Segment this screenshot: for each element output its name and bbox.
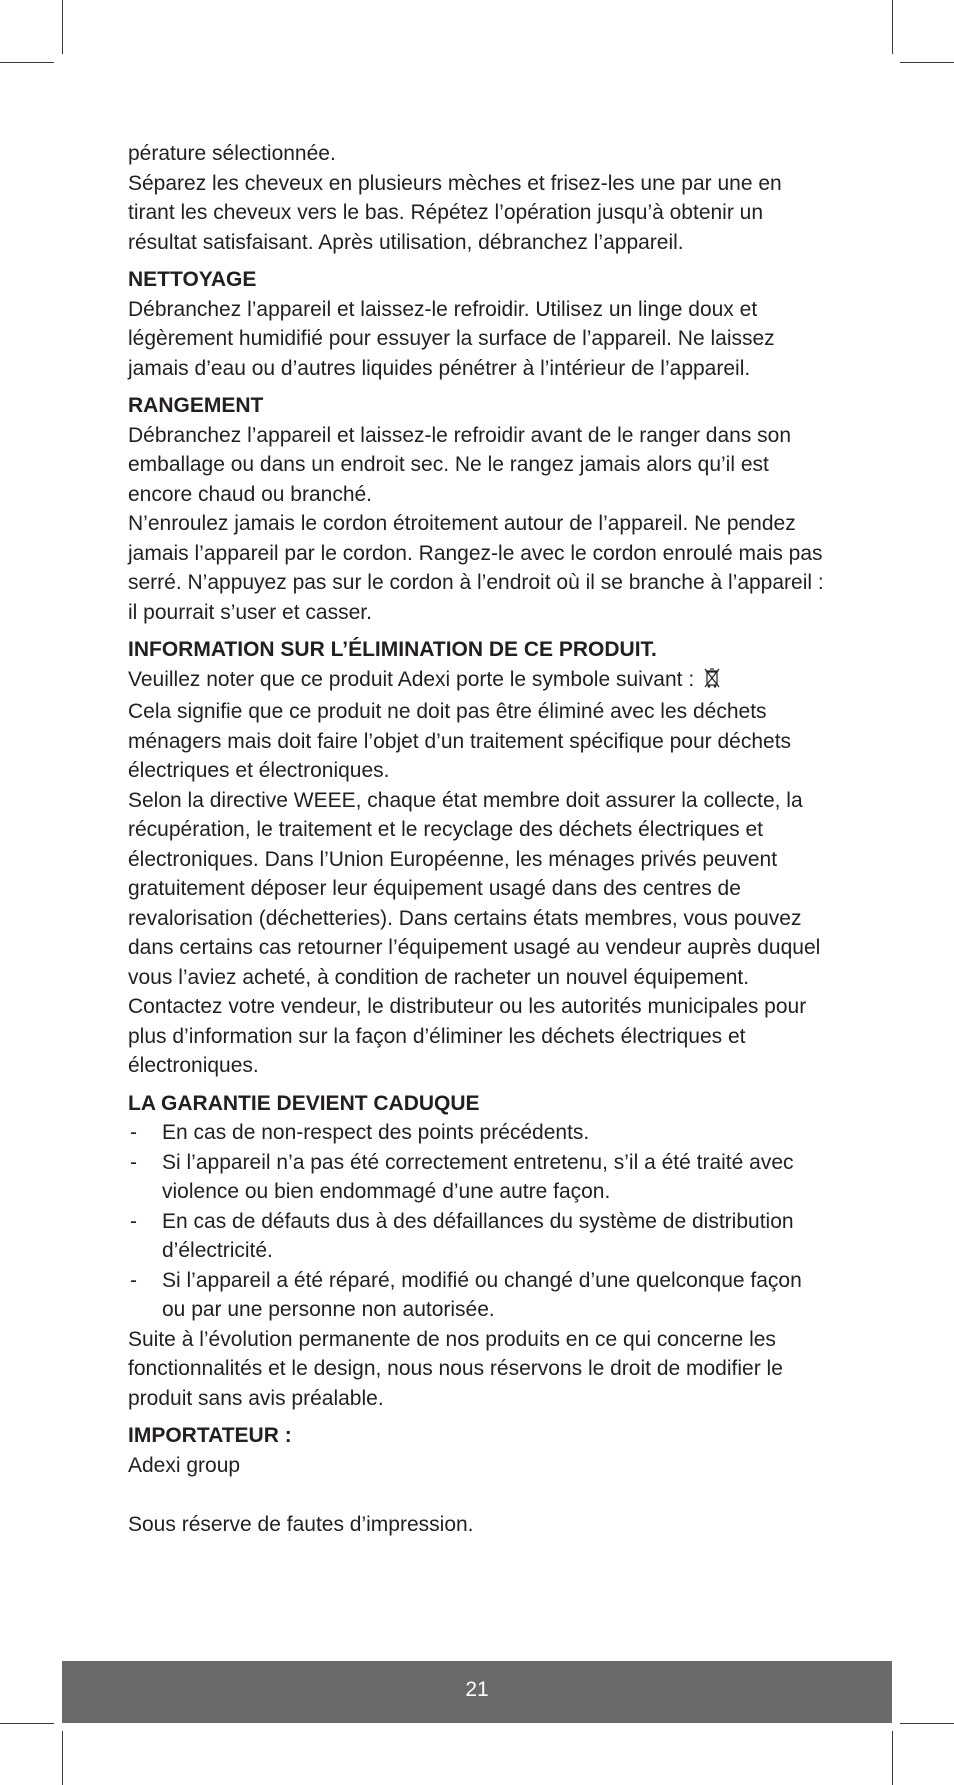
list-item: - En cas de défauts dus à des défaillances du système de distribution d’électricité.: [128, 1207, 828, 1266]
disposal-heading: INFORMATION SUR L’ÉLIMINATION DE CE PRODUIT.: [128, 638, 657, 661]
crop-mark: [0, 62, 54, 63]
crop-mark: [62, 0, 63, 54]
list-item: - Si l’appareil n’a pas été correctement entretenu, s’il a été traité avec violence ou bien endommagé d’une autre façon.: [128, 1148, 828, 1207]
footer-bar: [62, 1661, 892, 1723]
disposal-symbol-line: [128, 665, 828, 698]
storage-paragraph: N’enroulez jamais le cordon étroitement autour de l’appareil. Ne pendez jamais l’appareil par le cordon. Rangez-le avec le cordon enroulé mais pas serré. N’appuyez pas sur le cordon à l’endroit où il se branche à l’appareil : il pourrait s’user et casser.: [128, 512, 824, 624]
intro-paragraph: Séparez les cheveux en plusieurs mèches et frisez-les une par une en tirant les cheveux vers le bas. Répétez l’opération jusqu’à obtenir un résultat satisfaisant. Après utilisation, débranchez l’appareil.: [128, 171, 782, 254]
list-item: - En cas de non-respect des points précédents.: [128, 1118, 828, 1148]
crop-mark: [900, 62, 954, 63]
crop-mark: [62, 1731, 63, 1785]
disposal-symbol-text: Veuillez noter que ce produit Adexi porte le symbole suivant :: [128, 667, 695, 691]
crop-mark: [0, 1723, 54, 1724]
page-number: 21: [465, 1678, 489, 1701]
disposal-paragraph: Selon la directive WEEE, chaque état membre doit assurer la collecte, la récupération, le traitement et le recyclage des déchets électriques et électroniques. Dans l’Union Européenne, les ménages privés peuvent gratuitement déposer leur équipement usagé dans des centres de revalorisation (déchetteries). Dans certains états membres, vous pouvez dans certains cas retourner l’équipement usagé au vendeur auprès duquel vous l’aviez acheté, à condition de racheter un nouvel équipement. Contactez votre vendeur, le distributeur ou les autorités municipales pour plus d’information sur la façon d’éliminer les déchets électriques et électroniques.: [128, 788, 821, 1077]
cleaning-paragraph: Débranchez l’appareil et laissez-le refroidir. Utilisez un linge doux et légèrement humidifié pour essuyer la surface de l’appareil. Ne laissez jamais d’eau ou d’autres liquides pénétrer à l’intérieur de l’appareil.: [128, 297, 775, 380]
warranty-heading: LA GARANTIE DEVIENT CADUQUE: [128, 1091, 480, 1115]
spacer: [128, 1480, 828, 1510]
importer-heading: IMPORTATEUR :: [128, 1424, 292, 1447]
crop-mark: [900, 1723, 954, 1724]
intro-paragraph: pérature sélectionnée.: [128, 142, 336, 165]
page-content: [128, 139, 828, 1539]
disclaimer: Sous réserve de fautes d’impression.: [128, 1512, 474, 1536]
crop-mark: [892, 0, 893, 54]
importer-name: Adexi group: [128, 1453, 241, 1477]
crop-mark: [892, 1731, 893, 1785]
storage-paragraph: Débranchez l’appareil et laissez-le refroidir avant de le ranger dans son emballage ou dans un endroit sec. Ne le rangez jamais alors qu’il est encore chaud ou branché.: [128, 423, 792, 506]
storage-heading: RANGEMENT: [128, 394, 264, 417]
warranty-paragraph: Suite à l’évolution permanente de nos produits en ce qui concerne les fonctionnalités et le design, nous nous réservons le droit de modifier le produit sans avis préalable.: [128, 1327, 783, 1410]
cleaning-heading: NETTOYAGE: [128, 268, 257, 291]
crossed-bin-icon: [704, 667, 720, 698]
disposal-paragraph: Cela signifie que ce produit ne doit pas être éliminé avec les déchets ménagers mais doit faire l’objet d’un traitement spécifique pour déchets électriques et électroniques.: [128, 700, 792, 782]
list-item: - Si l’appareil a été réparé, modifié ou changé d’une quelconque façon ou par une personne non autorisée.: [128, 1266, 828, 1325]
warranty-list: [128, 1118, 828, 1325]
